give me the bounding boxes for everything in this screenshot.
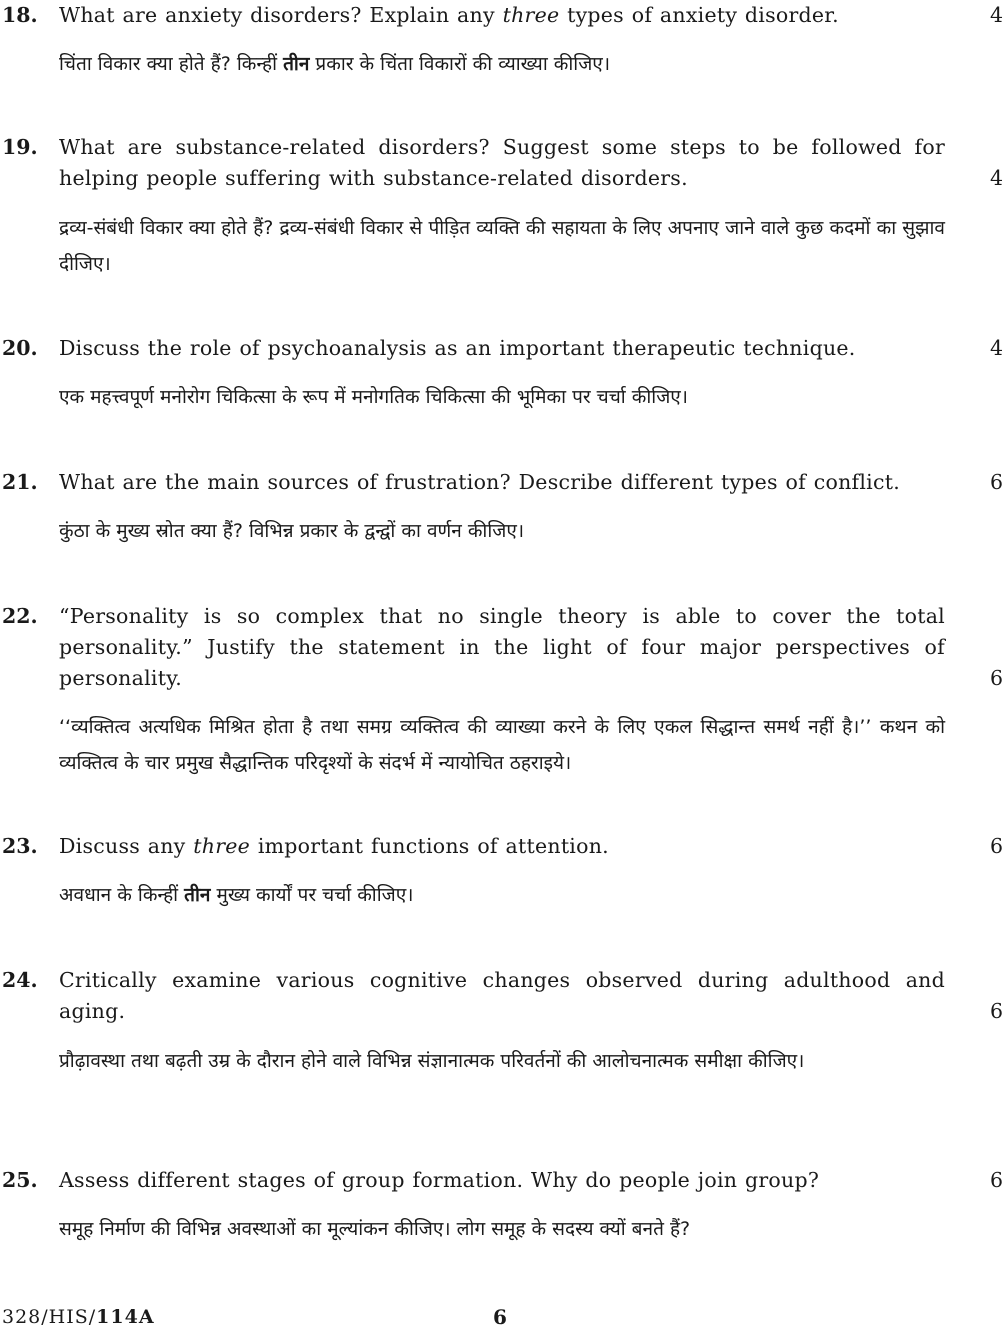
question-hindi: कुंठा के मुख्य स्रोत क्या हैं? विभिन्न प्रकार के द्वन्द्वों का वर्णन कीजिए। — [59, 520, 525, 542]
question-number: 19. — [2, 135, 38, 159]
question-marks: 6 — [989, 999, 1003, 1023]
question-number: 22. — [2, 604, 38, 628]
question-hindi: चिंता विकार क्या होते हैं? किन्हीं तीन प्रकार के चिंता विकारों की व्याख्या कीजिए। — [59, 53, 611, 75]
question-english: Discuss the role of psychoanalysis as an important therapeutic technique. — [59, 336, 856, 360]
question-hindi: समूह निर्माण की विभिन्न अवस्थाओं का मूल्यांकन कीजिए। लोग समूह के सदस्य क्यों बनते हैं? — [59, 1218, 691, 1240]
question-number: 18. — [2, 3, 38, 27]
question-hindi: अवधान के किन्हीं तीन मुख्य कार्यों पर चर्चा कीजिए। — [59, 884, 414, 906]
question-marks: 6 — [989, 470, 1003, 494]
question-number: 24. — [2, 968, 38, 992]
question-number: 25. — [2, 1168, 38, 1192]
page-number: 6 — [493, 1305, 507, 1329]
question-number: 21. — [2, 470, 38, 494]
question-marks: 4 — [989, 166, 1003, 190]
question-marks: 4 — [989, 3, 1003, 27]
question-number: 20. — [2, 336, 38, 360]
question-number: 23. — [2, 834, 38, 858]
question-marks: 6 — [989, 666, 1003, 690]
question-english: Discuss any three important functions of attention. — [59, 834, 609, 858]
paper-code: 328/HIS/114A — [2, 1306, 155, 1328]
question-english: Assess different stages of group formation. Why do people join group? — [59, 1168, 820, 1192]
question-marks: 6 — [989, 1168, 1003, 1192]
question-hindi: ‘‘व्यक्तित्व अत्यधिक मिश्रित होता है तथा समग्र व्यक्तित्व की व्याख्या करने के लिए एकल सिद्धान्त समर्थ नहीं है।’’ कथन को व्यक्तित्व के चार प्रमुख सैद्धान्तिक परिदृश्यों के संदर्भ में न्यायोचित ठहराइये। — [59, 716, 945, 774]
question-hindi: प्रौढ़ावस्था तथा बढ़ती उम्र के दौरान होने वाले विभिन्न संज्ञानात्मक परिवर्तनों की आलोचनात्मक समीक्षा कीजिए। — [59, 1050, 805, 1072]
question-hindi: एक महत्त्वपूर्ण मनोरोग चिकित्सा के रूप में मनोगतिक चिकित्सा की भूमिका पर चर्चा कीजिए। — [59, 386, 689, 408]
question-english: What are the main sources of frustration? Describe different types of conflict. — [59, 470, 900, 494]
question-marks: 4 — [989, 336, 1003, 360]
question-marks: 6 — [989, 834, 1003, 858]
question-hindi: द्रव्य-संबंधी विकार क्या होते हैं? द्रव्य-संबंधी विकार से पीड़ित व्यक्ति की सहायता के लिए अपनाए जाने वाले कुछ कदमों का सुझाव दीजिए। — [59, 217, 945, 275]
question-english: “Personality is so complex that no single theory is able to cover the total personality.” Justify the statement in the light of four major perspectives of personality. — [59, 604, 945, 690]
question-english: What are substance-related disorders? Suggest some steps to be followed for helping people suffering with substance-related disorders. — [59, 135, 945, 190]
question-english: Critically examine various cognitive changes observed during adulthood and aging. — [59, 968, 945, 1023]
question-english: What are anxiety disorders? Explain any three types of anxiety disorder. — [59, 3, 839, 27]
